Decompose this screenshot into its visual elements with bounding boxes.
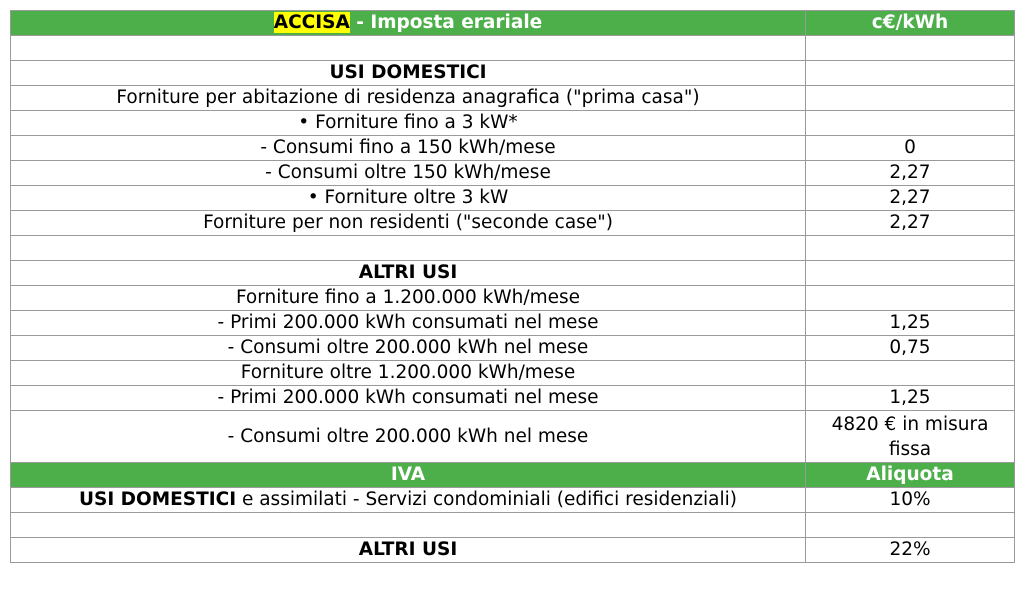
row-value: 2,27 [806,211,1015,236]
iva-header-row [11,463,1015,488]
row-label: - Consumi oltre 200.000 kWh nel mese [11,336,806,361]
table-row [11,161,1015,186]
table-row [11,311,1015,336]
table-row [11,211,1015,236]
row-value [806,261,1015,286]
table-row [11,36,1015,61]
row-label: Forniture fino a 1.200.000 kWh/mese [11,286,806,311]
row-label: - Consumi oltre 200.000 kWh nel mese [11,411,806,463]
accisa-header-title [11,11,806,36]
table-row [11,136,1015,161]
row-value [806,361,1015,386]
accisa-header-row [11,11,1015,36]
row-value [806,36,1015,61]
row-value: 1,25 [806,311,1015,336]
table-row [11,513,1015,538]
row-label: • Forniture fino a 3 kW* [11,111,806,136]
row-label-rest: e assimilati - Servizi condominiali (edifici residenziali) [236,489,738,510]
row-label: ALTRI USI [11,261,806,286]
table-row [11,538,1015,563]
accisa-header-rest: - Imposta erariale [349,12,543,33]
table-row [11,336,1015,361]
tax-table-body [11,11,1015,563]
row-label: ALTRI USI [11,538,806,563]
row-label: Forniture oltre 1.200.000 kWh/mese [11,361,806,386]
accisa-highlight: ACCISA [273,12,350,33]
row-label: - Consumi fino a 150 kWh/mese [11,136,806,161]
row-value [806,286,1015,311]
table-row [11,111,1015,136]
row-label: USI DOMESTICI [11,61,806,86]
row-label: • Forniture oltre 3 kW [11,186,806,211]
row-value: 22% [806,538,1015,563]
table-row [11,286,1015,311]
table-row [11,61,1015,86]
accisa-header-unit: c€/kWh [806,11,1015,36]
table-row [11,488,1015,513]
row-label: - Primi 200.000 kWh consumati nel mese [11,386,806,411]
table-row [11,186,1015,211]
row-label-bold: USI DOMESTICI [78,489,237,510]
row-value [806,86,1015,111]
row-value: 1,25 [806,386,1015,411]
row-label [11,36,806,61]
iva-header-unit: Aliquota [806,463,1015,488]
table-row [11,411,1015,463]
table-row [11,86,1015,111]
table-row [11,361,1015,386]
row-label: - Consumi oltre 150 kWh/mese [11,161,806,186]
row-value [806,111,1015,136]
row-value: 0 [806,136,1015,161]
table-row [11,386,1015,411]
row-value: 0,75 [806,336,1015,361]
table-row [11,261,1015,286]
iva-header-title: IVA [11,463,806,488]
row-value [806,236,1015,261]
table-row [11,236,1015,261]
row-value: 4820 € in misura fissa [806,411,1015,463]
row-value [806,61,1015,86]
tax-table [10,10,1015,563]
row-value: 2,27 [806,161,1015,186]
row-value: 10% [806,488,1015,513]
row-label: Forniture per non residenti ("seconde case") [11,211,806,236]
row-label [11,488,806,513]
row-label: - Primi 200.000 kWh consumati nel mese [11,311,806,336]
row-label: Forniture per abitazione di residenza anagrafica ("prima casa") [11,86,806,111]
row-value [806,513,1015,538]
row-label [11,513,806,538]
row-label [11,236,806,261]
row-value: 2,27 [806,186,1015,211]
